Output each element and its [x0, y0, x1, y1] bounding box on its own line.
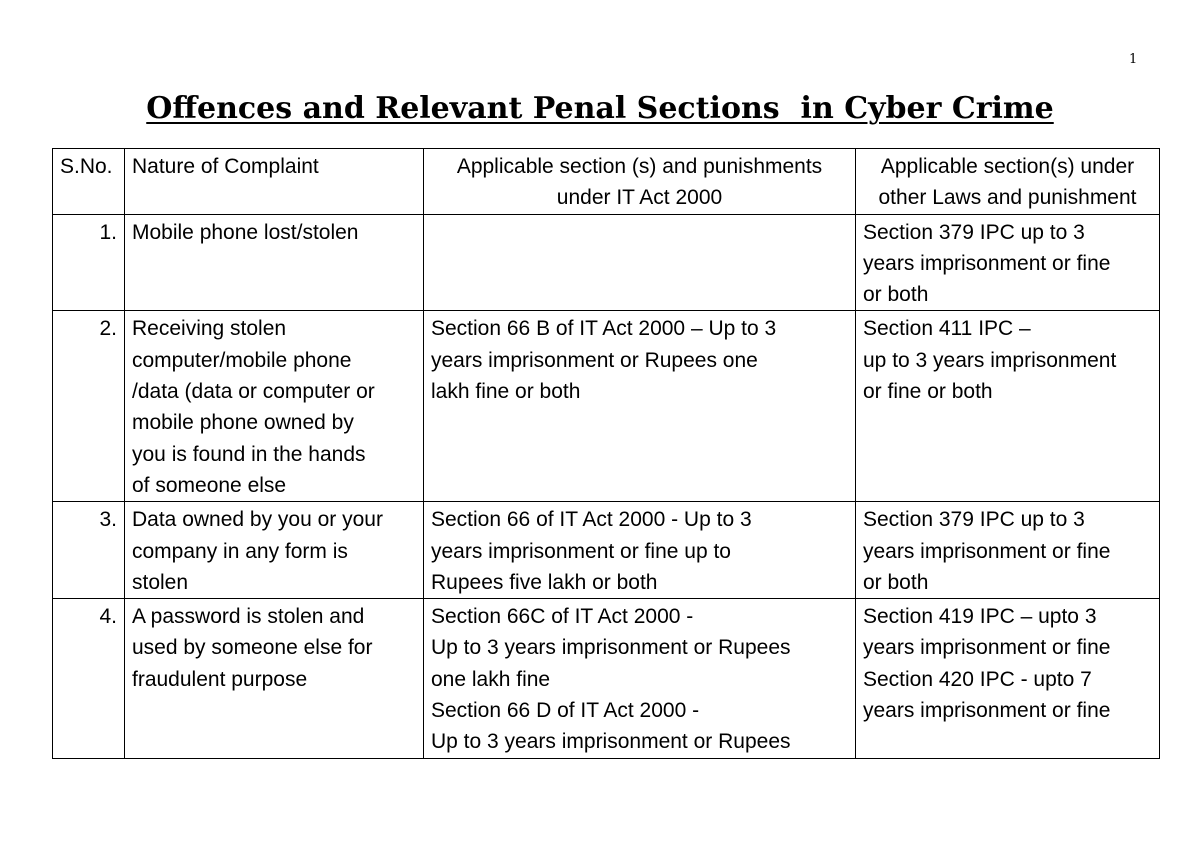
cell-sno: 1.	[53, 214, 125, 311]
cell-other-laws: Section 379 IPC up to 3 years imprisonment or fine or both	[856, 502, 1160, 599]
document-title: Offences and Relevant Penal Sections in Cyber Crime	[146, 91, 1054, 126]
page-number: 1	[1129, 52, 1138, 67]
cell-sno: 2.	[53, 311, 125, 502]
table-row	[53, 502, 1160, 599]
cell-sno: 3.	[53, 502, 125, 599]
cell-it-act: Section 66 of IT Act 2000 - Up to 3 years imprisonment or fine up to Rupees five lakh or both	[424, 502, 856, 599]
table-row	[53, 311, 1160, 502]
header-sno: S.No.	[53, 149, 125, 215]
table-row	[53, 214, 1160, 311]
cell-nature: Data owned by you or your company in any form is stolen	[125, 502, 424, 599]
cell-nature: Receiving stolen computer/mobile phone /data (data or computer or mobile phone owned by you is found in the hands of someone else	[125, 311, 424, 502]
cell-it-act	[424, 214, 856, 311]
cell-nature: A password is stolen and used by someone else for fraudulent purpose	[125, 599, 424, 758]
cell-sno: 4.	[53, 599, 125, 758]
cell-other-laws: Section 411 IPC – up to 3 years imprisonment or fine or both	[856, 311, 1160, 502]
header-other-laws-sections: Applicable section(s) under other Laws and punishment	[856, 149, 1160, 215]
cell-it-act: Section 66 B of IT Act 2000 – Up to 3 years imprisonment or Rupees one lakh fine or both	[424, 311, 856, 502]
header-nature-of-complaint: Nature of Complaint	[125, 149, 424, 215]
header-it-act-sections: Applicable section (s) and punishments under IT Act 2000	[424, 149, 856, 215]
offences-table	[52, 148, 1160, 759]
cell-nature: Mobile phone lost/stolen	[125, 214, 424, 311]
table-header-row	[53, 149, 1160, 215]
cell-other-laws: Section 419 IPC – upto 3 years imprisonment or fine Section 420 IPC - upto 7 years imprisonment or fine	[856, 599, 1160, 758]
table-row	[53, 599, 1160, 758]
cell-other-laws: Section 379 IPC up to 3 years imprisonment or fine or both	[856, 214, 1160, 311]
cell-it-act: Section 66C of IT Act 2000 - Up to 3 years imprisonment or Rupees one lakh fine Section 66 D of IT Act 2000 - Up to 3 years imprisonment or Rupees	[424, 599, 856, 758]
